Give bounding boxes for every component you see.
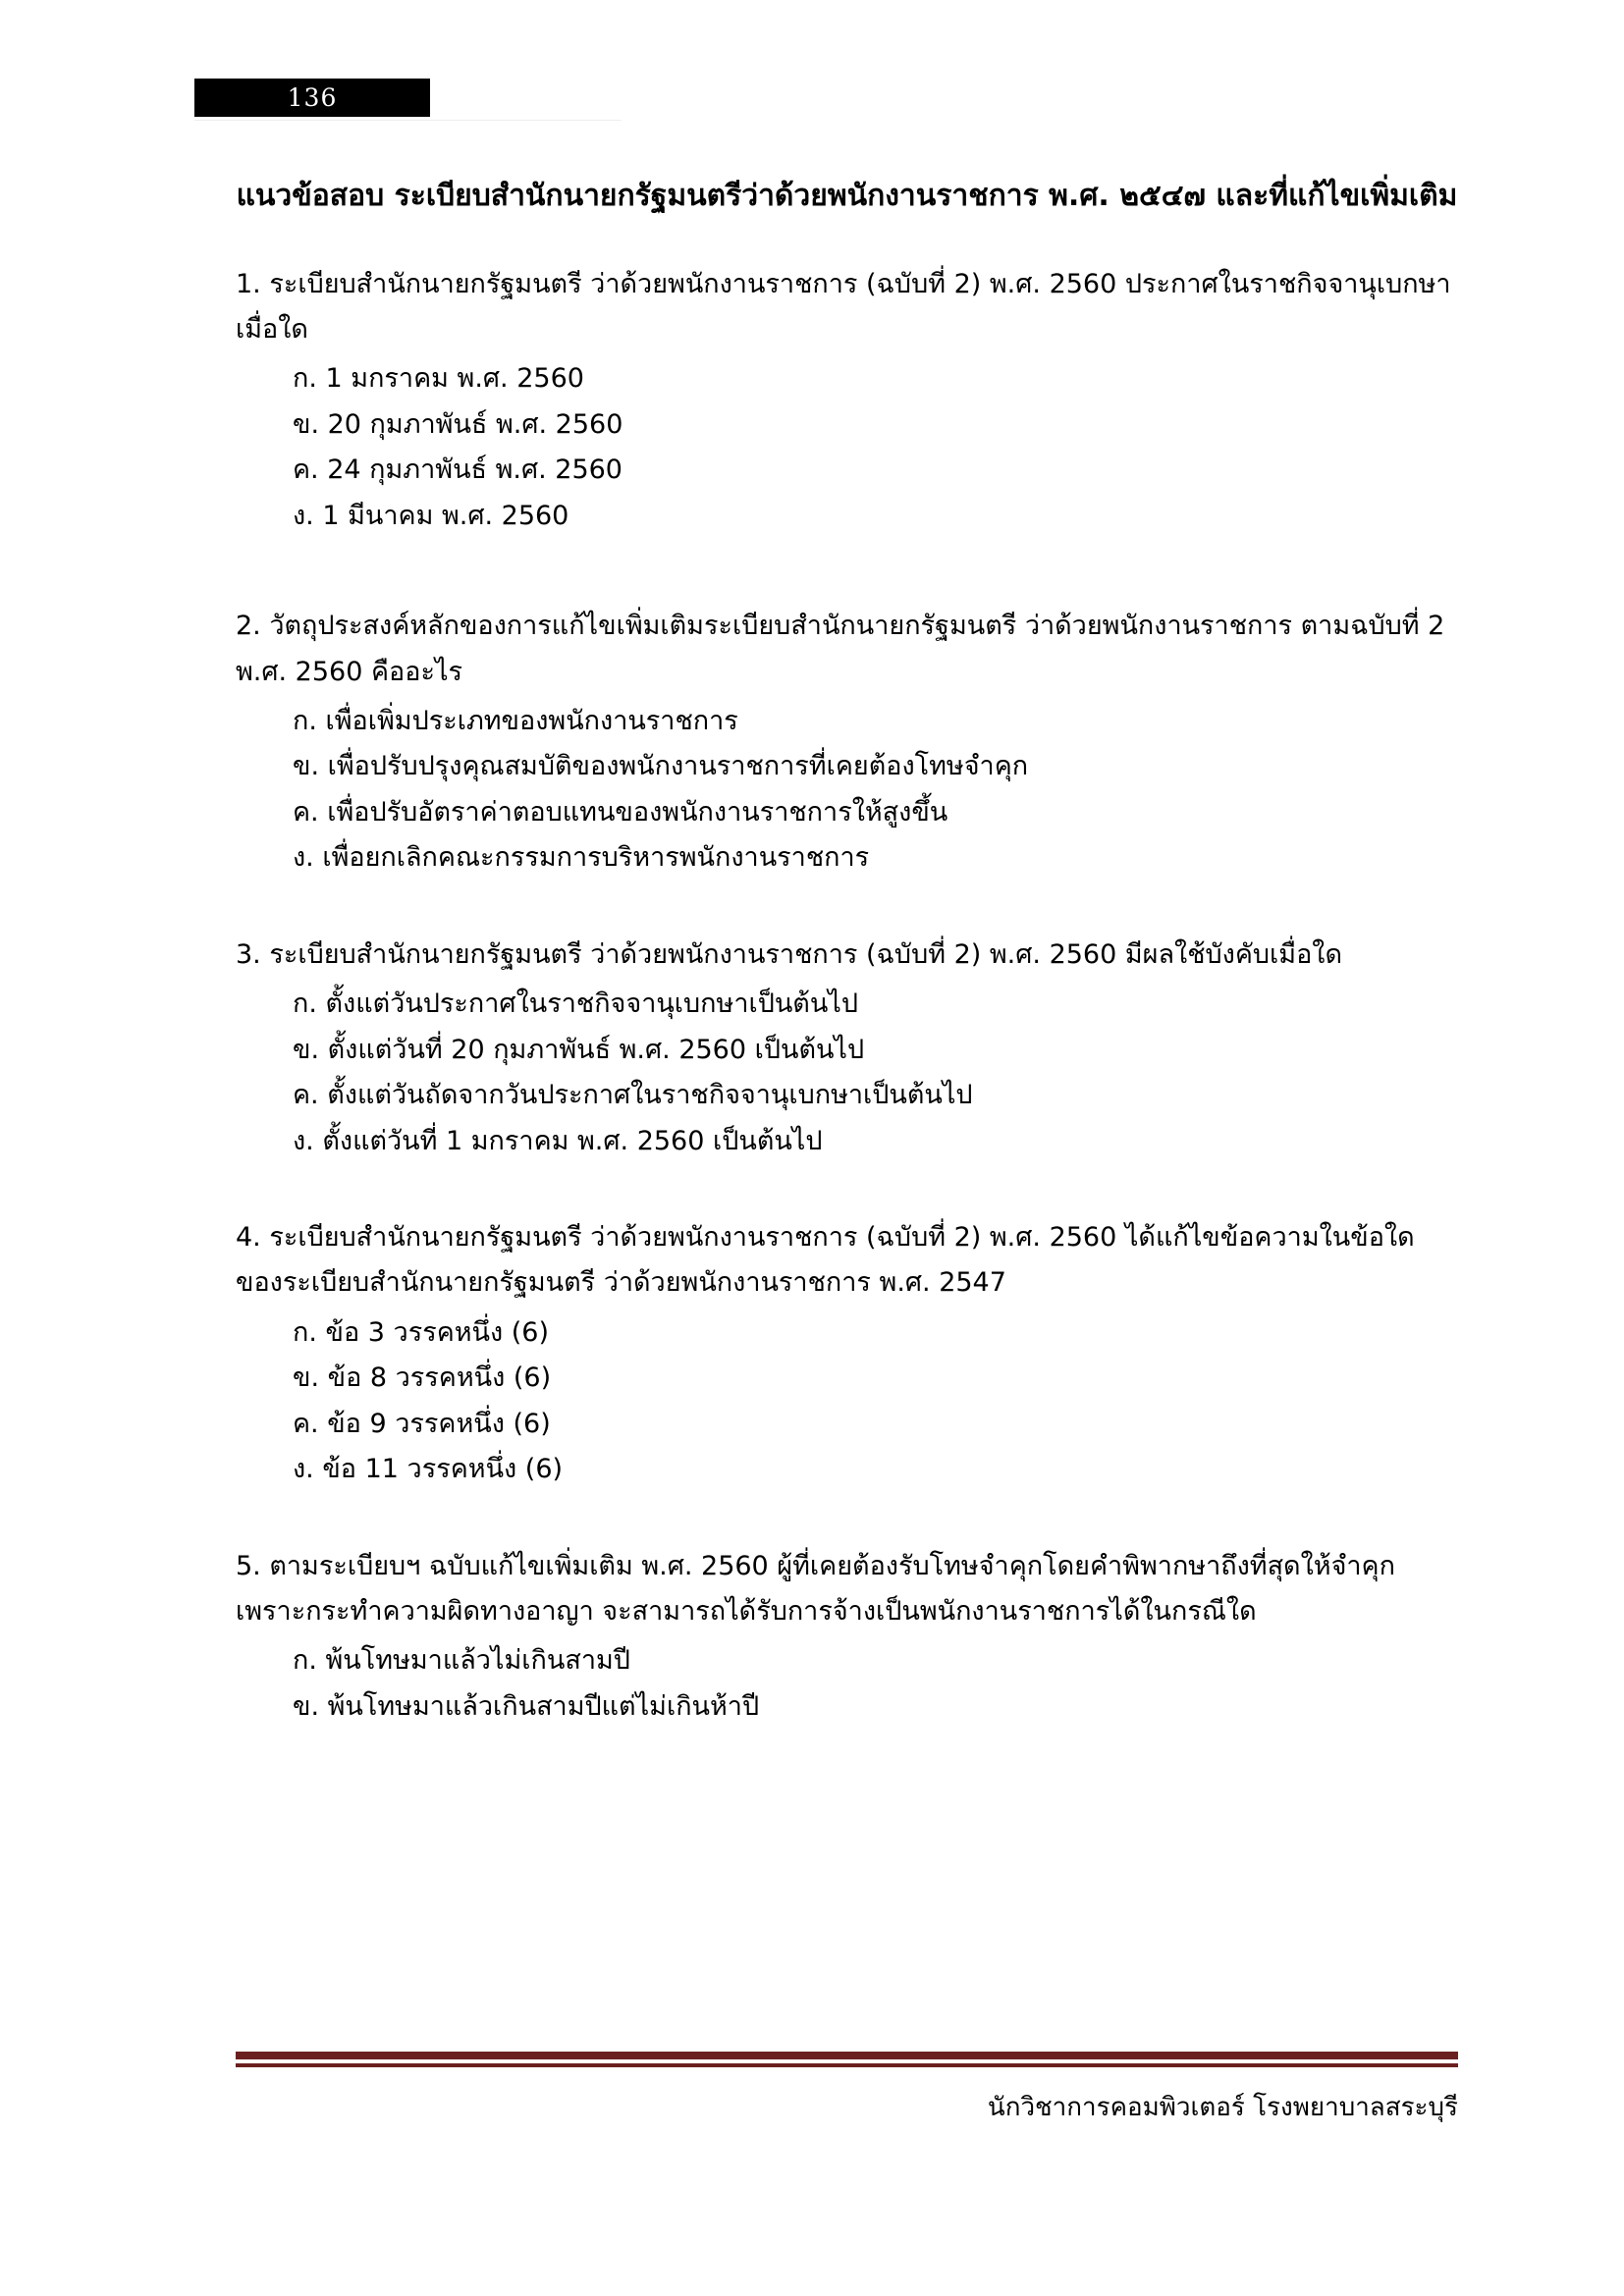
choice-list: [236, 1310, 1458, 1493]
question-text: 5. ตามระเบียบฯ ฉบับแก้ไขเพิ่มเติม พ.ศ. 2560 ผู้ที่เคยต้องรับโทษจำคุกโดยคำพิพากษาถึงที่สุดให้จำคุกเพราะกระทำความผิดทางอาญา จะสามารถได้รับการจ้างเป็นพนักงานราชการได้ในกรณีใด: [236, 1550, 1395, 1627]
choice-item[interactable]: ก. ตั้งแต่วันประกาศในราชกิจจานุเบกษาเป็นต้นไป: [293, 988, 859, 1020]
choice-item[interactable]: ก. 1 มกราคม พ.ศ. 2560: [293, 363, 584, 395]
page-footer: [236, 2052, 1458, 2127]
document-content: [236, 177, 1458, 1730]
question-block-3: [236, 933, 1458, 1164]
choice-item[interactable]: ง. ตั้งแต่วันที่ 1 มกราคม พ.ศ. 2560 เป็นต้นไป: [293, 1125, 823, 1156]
footer-rule-thin: [236, 2063, 1458, 2067]
choice-item[interactable]: ค. ข้อ 9 วรรคหนึ่ง (6): [293, 1408, 551, 1439]
question-text: 1. ระเบียบสำนักนายกรัฐมนตรี ว่าด้วยพนักงานราชการ (ฉบับที่ 2) พ.ศ. 2560 ประกาศในราชกิจจานุเบกษาเมื่อใด: [236, 268, 1451, 345]
choice-item[interactable]: ข. ข้อ 8 วรรคหนึ่ง (6): [293, 1362, 552, 1394]
question-text: 4. ระเบียบสำนักนายกรัฐมนตรี ว่าด้วยพนักงานราชการ (ฉบับที่ 2) พ.ศ. 2560 ได้แก้ไขข้อความในข้อใดของระเบียบสำนักนายกรัฐมนตรี ว่าด้วยพนักงานราชการ พ.ศ. 2547: [236, 1221, 1415, 1299]
choice-item[interactable]: ข. พ้นโทษมาแล้วเกินสามปีแต่ไม่เกินห้าปี: [293, 1690, 760, 1722]
page-number-badge: 136: [194, 79, 430, 117]
choice-item[interactable]: ง. เพื่อยกเลิกคณะกรรมการบริหารพนักงานราชการ: [293, 842, 870, 874]
question-text: 3. ระเบียบสำนักนายกรัฐมนตรี ว่าด้วยพนักงานราชการ (ฉบับที่ 2) พ.ศ. 2560 มีผลใช้บังคับเมื่อใด: [236, 938, 1343, 970]
choice-item[interactable]: ค. 24 กุมภาพันธ์ พ.ศ. 2560: [293, 454, 623, 486]
choice-item[interactable]: ง. ข้อ 11 วรรคหนึ่ง (6): [293, 1454, 564, 1485]
question-block-4: [236, 1215, 1458, 1493]
choice-list: [236, 982, 1458, 1164]
choice-item[interactable]: ค. เพื่อปรับอัตราค่าตอบแทนของพนักงานราชการให้สูงขึ้น: [293, 796, 948, 828]
choice-item[interactable]: ข. เพื่อปรับปรุงคุณสมบัติของพนักงานราชการที่เคยต้องโทษจำคุก: [293, 751, 1029, 782]
choice-item[interactable]: ข. 20 กุมภาพันธ์ พ.ศ. 2560: [293, 408, 623, 440]
footer-rule-thick: [236, 2052, 1458, 2059]
question-text: 2. วัตถุประสงค์หลักของการแก้ไขเพิ่มเติมระเบียบสำนักนายกรัฐมนตรี ว่าด้วยพนักงานราชการ ตามฉบับที่ 2 พ.ศ. 2560 คืออะไร: [236, 611, 1445, 687]
choice-item[interactable]: ก. เพื่อเพิ่มประเภทของพนักงานราชการ: [293, 706, 738, 736]
choice-item[interactable]: ก. พ้นโทษมาแล้วไม่เกินสามปี: [293, 1645, 630, 1677]
choice-item[interactable]: ก. ข้อ 3 วรรคหนึ่ง (6): [293, 1316, 550, 1348]
question-block-1: [236, 262, 1458, 540]
choice-list: [236, 1638, 1458, 1730]
choice-list: [236, 699, 1458, 881]
question-block-5: [236, 1544, 1458, 1731]
footer-text: นักวิชาการคอมพิวเตอร์ โรงพยาบาลสระบุรี: [987, 2093, 1458, 2122]
choice-list: [236, 356, 1458, 539]
page-title: แนวข้อสอบ ระเบียบสำนักนายกรัฐมนตรีว่าด้วยพนักงานราชการ พ.ศ. ๒๕๔๗ และที่แก้ไขเพิ่มเติม: [236, 179, 1458, 213]
header-divider: [194, 120, 622, 121]
choice-item[interactable]: ข. ตั้งแต่วันที่ 20 กุมภาพันธ์ พ.ศ. 2560 เป็นต้นไป: [293, 1034, 865, 1065]
choice-item[interactable]: ค. ตั้งแต่วันถัดจากวันประกาศในราชกิจจานุเบกษาเป็นต้นไป: [293, 1080, 973, 1111]
question-block-2: [236, 604, 1458, 881]
choice-item[interactable]: ง. 1 มีนาคม พ.ศ. 2560: [293, 500, 569, 531]
